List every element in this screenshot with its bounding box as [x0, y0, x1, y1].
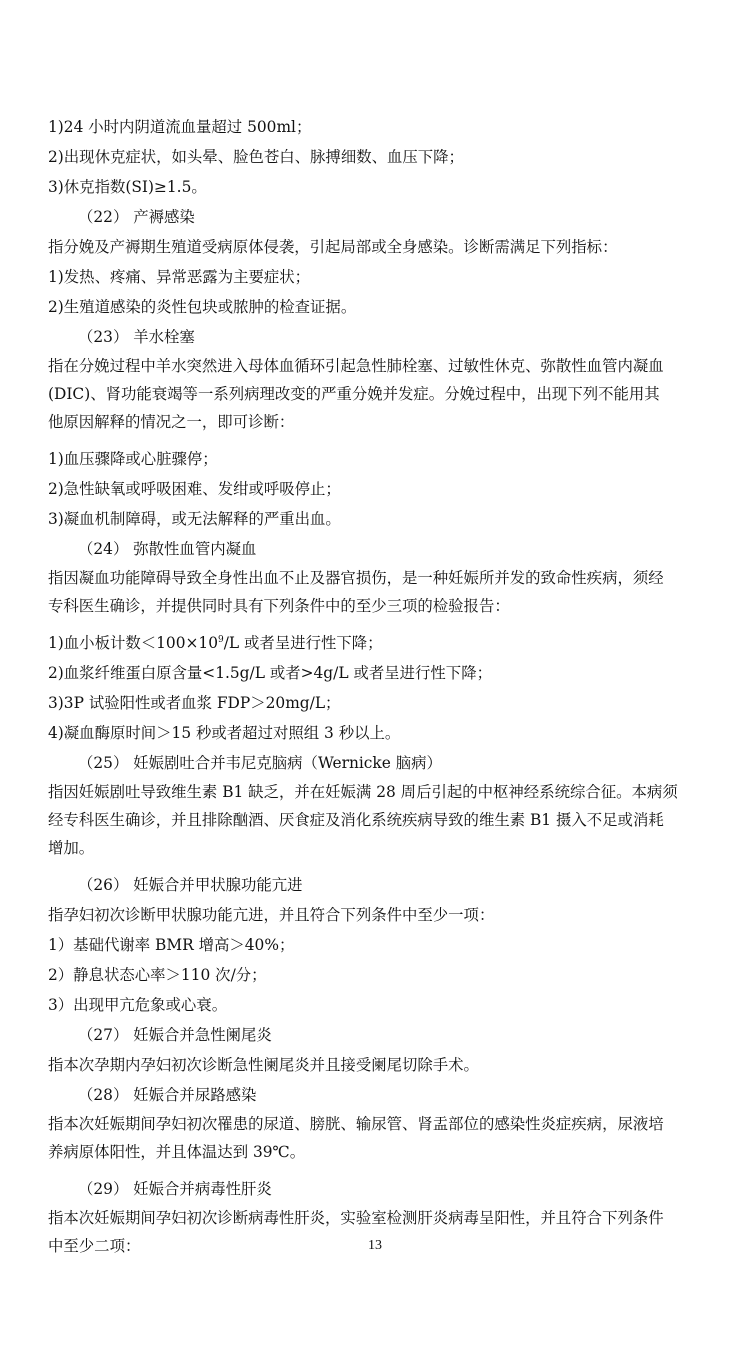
paragraph-line: 养病原体阳性，并且体温达到 39℃。: [48, 1143, 306, 1161]
page-number: 13: [368, 1238, 382, 1253]
paragraph-line: 增加。: [48, 839, 95, 857]
paragraph-line: 指因凝血功能障碍导致全身性出血不止及器官损伤，是一种妊娠所并发的致命性疾病，须经: [48, 569, 664, 587]
paragraph: [48, 778, 702, 862]
list-item-text: 1)血小板计数＜100×10: [48, 634, 218, 652]
list-item: 1)发热、疼痛、异常恶露为主要症状；: [48, 268, 311, 286]
paragraph-line: 指因妊娠剧吐导致维生素 B1 缺乏，并在妊娠满 28 周后引起的中枢神经系统综合征。本病须: [48, 783, 678, 801]
paragraph-line: 经专科医生确诊，并且排除酗酒、厌食症及消化系统疾病导致的维生素 B1 摄入不足或消耗: [48, 811, 664, 829]
list-item: 2)生殖道感染的炎性包块或脓肿的检查证据。: [48, 298, 357, 316]
section-heading-26: （26） 妊娠合并甲状腺功能亢进: [78, 876, 303, 894]
section-heading-22: （22） 产褥感染: [78, 208, 195, 226]
list-item: [48, 628, 702, 658]
list-item: 2)出现休克症状，如头晕、脸色苍白、脉搏细数、血压下降；: [48, 148, 464, 166]
paragraph-line: 中至少二项：: [48, 1237, 141, 1255]
list-item: 2)急性缺氧或呼吸困难、发绀或呼吸停止；: [48, 480, 341, 498]
document-body: [48, 112, 702, 1268]
section-heading-27: （27） 妊娠合并急性阑尾炎: [78, 1026, 272, 1044]
paragraph-line: 专科医生确诊，并提供同时具有下列条件中的至少三项的检验报告：: [48, 597, 510, 615]
exponent: 9: [218, 634, 224, 645]
paragraph-line: 指本次妊娠期间孕妇初次诊断病毒性肝炎，实验室检测肝炎病毒呈阳性，并且符合下列条件: [48, 1209, 664, 1227]
section-heading-24: （24） 弥散性血管内凝血: [78, 540, 257, 558]
section-heading-29: （29） 妊娠合并病毒性肝炎: [78, 1180, 272, 1198]
list-item: 3)凝血机制障碍，或无法解释的严重出血。: [48, 510, 341, 528]
list-item: 1)血压骤降或心脏骤停；: [48, 450, 218, 468]
paragraph-line: (DIC)、肾功能衰竭等一系列病理改变的严重分娩并发症。分娩过程中，出现下列不能用其: [48, 385, 660, 403]
paragraph: [48, 564, 702, 620]
list-item: 1)24 小时内阴道流血量超过 500ml；: [48, 118, 312, 136]
section-heading-25: （25） 妊娠剧吐合并韦尼克脑病（Wernicke 脑病）: [78, 754, 442, 772]
paragraph: 指孕妇初次诊断甲状腺功能亢进，并且符合下列条件中至少一项：: [48, 906, 495, 924]
list-item: 2)血浆纤维蛋白原含量<1.5g/L 或者>4g/L 或者呈进行性下降；: [48, 664, 492, 682]
list-item-text: /L 或者呈进行性下降；: [223, 634, 383, 652]
section-heading-28: （28） 妊娠合并尿路感染: [78, 1086, 257, 1104]
paragraph-line: 指在分娩过程中羊水突然进入母体血循环引起急性肺栓塞、过敏性休克、弥散性血管内凝血: [48, 357, 664, 375]
paragraph: [48, 1110, 702, 1166]
paragraph: 指分娩及产褥期生殖道受病原体侵袭，引起局部或全身感染。诊断需满足下列指标：: [48, 238, 618, 256]
paragraph-line: 他原因解释的情况之一，即可诊断：: [48, 413, 295, 431]
section-heading-23: （23） 羊水栓塞: [78, 328, 195, 346]
paragraph: [48, 352, 702, 436]
list-item: 3）出现甲亢危象或心衰。: [48, 996, 228, 1014]
list-item: 4)凝血酶原时间＞15 秒或者超过对照组 3 秒以上。: [48, 724, 401, 742]
paragraph: 指本次孕期内孕妇初次诊断急性阑尾炎并且接受阑尾切除手术。: [48, 1056, 479, 1074]
paragraph-line: 指本次妊娠期间孕妇初次罹患的尿道、膀胱、输尿管、肾盂部位的感染性炎症疾病，尿液培: [48, 1115, 664, 1133]
list-item: 1）基础代谢率 BMR 增高＞40%；: [48, 936, 295, 954]
list-item: 2）静息状态心率＞110 次/分；: [48, 966, 267, 984]
list-item: 3)3P 试验阳性或者血浆 FDP＞20mg/L；: [48, 694, 341, 712]
list-item: 3)休克指数(SI)≥1.5。: [48, 178, 207, 196]
